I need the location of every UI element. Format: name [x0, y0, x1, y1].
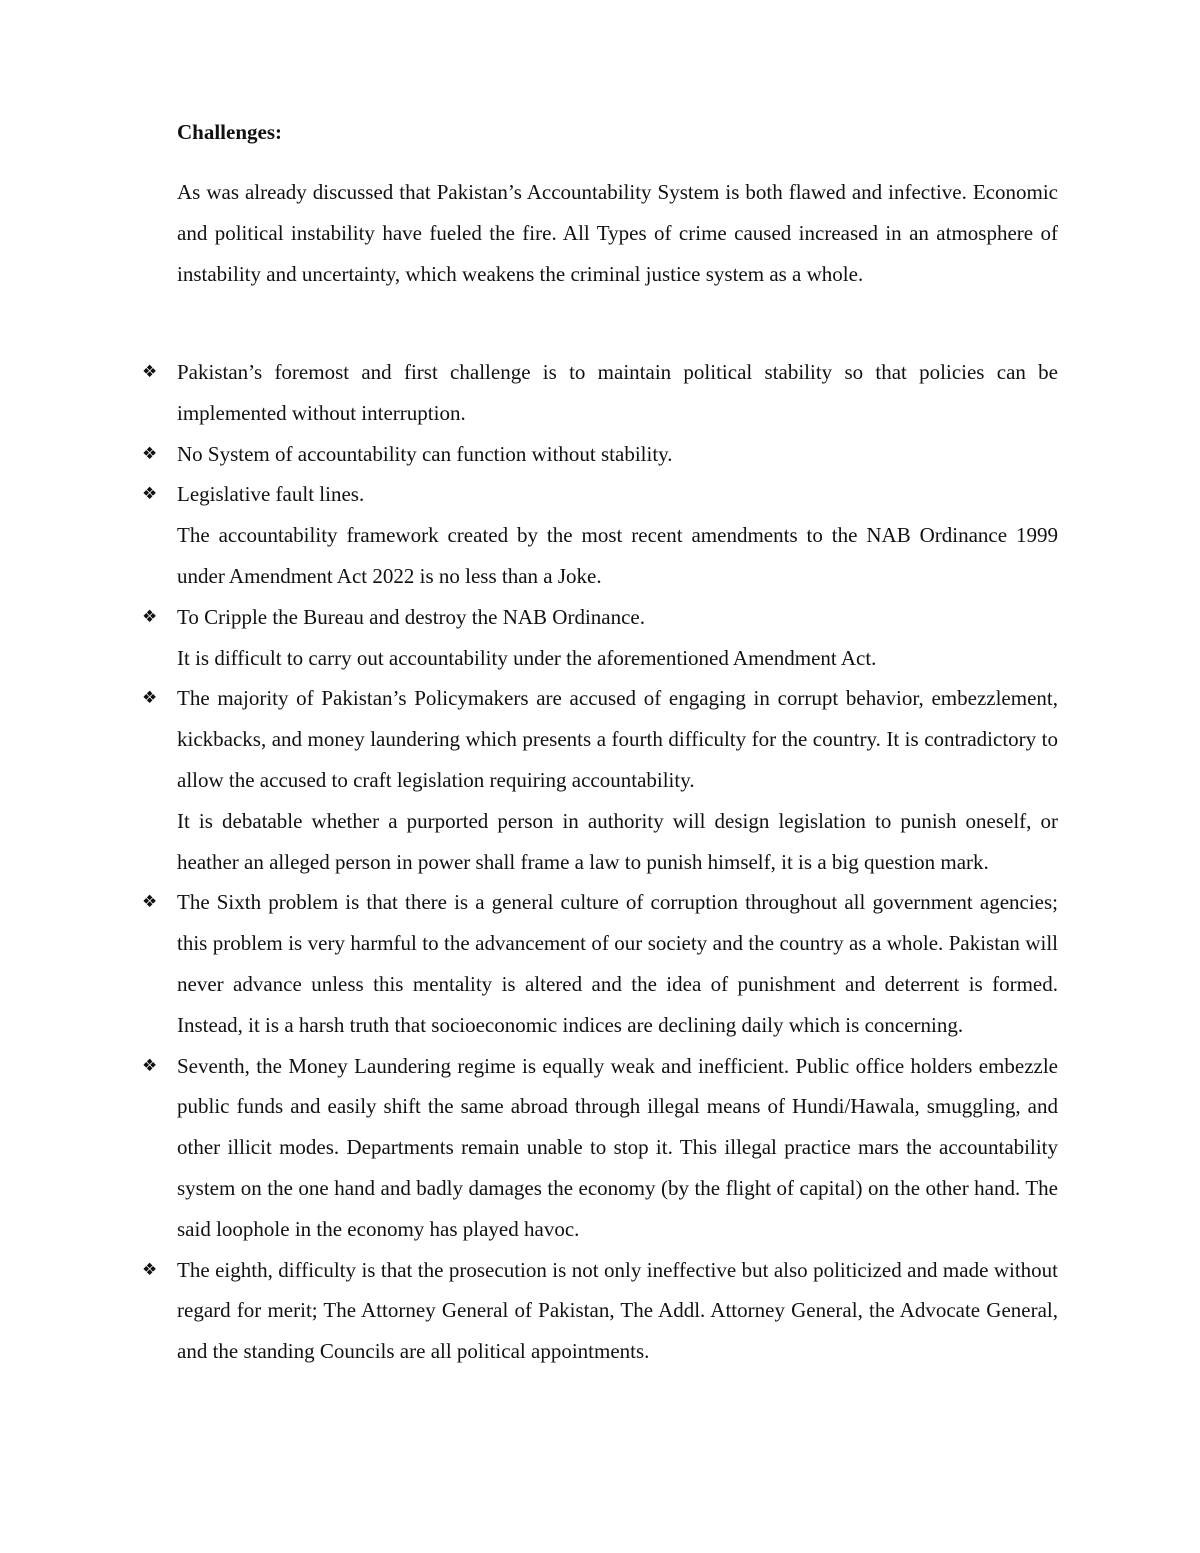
diamond-bullet-icon: ❖ [142, 688, 158, 709]
diamond-bullet-icon: ❖ [142, 484, 158, 505]
list-item [0, 597, 1058, 679]
list-item [0, 434, 1058, 475]
diamond-bullet-icon: ❖ [142, 1055, 158, 1076]
list-item-followup-text: It is debatable whether a purported person in authority will design legislation to punish oneself, or heather an alleged person in power shall frame a law to punish himself, it is a big question mark. [177, 808, 1058, 874]
list-item [0, 678, 1058, 882]
diamond-bullet-icon: ❖ [142, 892, 158, 913]
list-item-text: Seventh, the Money Laundering regime is equally weak and inefficient. Public office holders embezzle public funds and easily shift the same abroad through illegal means of Hundi/Hawala, smuggling, and other illicit modes. Departments remain unable to stop it. This illegal practice mars the accountability system on the one hand and badly damages the economy (by the flight of capital) on the other hand. The said loophole in the economy has played havoc. [177, 1053, 1058, 1241]
list-item-followup-text: It is difficult to carry out accountability under the aforementioned Amendment Act. [177, 645, 877, 670]
intro-paragraph: As was already discussed that Pakistan’s Accountability System is both flawed and infective. Economic and political instability have fueled the fire. All Types of crime caused increased in an atmosphere of instability and uncertainty, which weakens the criminal justice system as a whole. [177, 180, 1058, 286]
list-item [0, 1046, 1058, 1250]
list-item [0, 882, 1058, 1045]
list-item [0, 474, 1058, 596]
list-item [0, 1250, 1058, 1372]
list-item-text: Pakistan’s foremost and first challenge is to maintain political stability so that policies can be implemented without interruption. [177, 360, 1058, 425]
list-item-text: The Sixth problem is that there is a general culture of corruption throughout all government agencies; this problem is very harmful to the advancement of our society and the country as a whole. Pakistan will never advance unless this mentality is altered and the idea of punishment and deterrent is formed. Instead, it is a harsh truth that socioeconomic indices are declining daily which is concerning. [177, 890, 1058, 1037]
list-item-text: The majority of Pakistan’s Policymakers are accused of engaging in corrupt behavior, embezzlement, kickbacks, and money laundering which presents a fourth difficulty for the country. It is contradictory to allow the accused to craft legislation requiring accountability. [177, 686, 1058, 792]
list-item-text: Legislative fault lines. [177, 482, 365, 507]
diamond-bullet-icon: ❖ [142, 443, 158, 464]
list-item-text: No System of accountability can function without stability. [177, 441, 673, 466]
list-item-text: The eighth, difficulty is that the prosecution is not only ineffective but also politicized and made without regard for merit; The Attorney General of Pakistan, The Addl. Attorney General, the Advocate General, and the standing Councils are all political appointments. [177, 1257, 1058, 1364]
section-heading: Challenges: [177, 120, 282, 144]
list-item-text: To Cripple the Bureau and destroy the NAB Ordinance. [177, 604, 645, 629]
list-item-followup-text: The accountability framework created by the most recent amendments to the NAB Ordinance 1999 under Amendment Act 2022 is no less than a Joke. [177, 523, 1058, 588]
diamond-bullet-icon: ❖ [142, 1259, 158, 1280]
list-item [0, 352, 1058, 434]
diamond-bullet-icon: ❖ [142, 606, 158, 627]
challenges-list [0, 352, 1200, 1372]
diamond-bullet-icon: ❖ [142, 362, 158, 382]
